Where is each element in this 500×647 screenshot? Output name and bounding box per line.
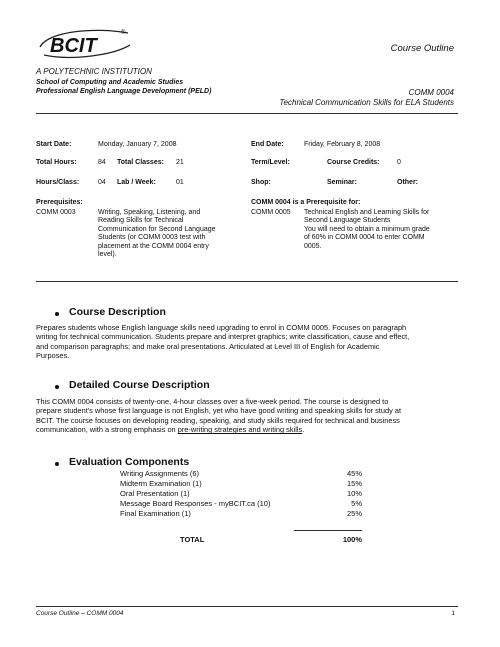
- evaluation-heading: Evaluation Components: [69, 456, 190, 468]
- end-date-label: End Date:: [251, 141, 284, 148]
- paragraph-line: prepare student's whose first language is not English, yet who have good writing and speaking skills for study at: [36, 406, 401, 416]
- evaluation-label: Writing Assignments (6): [120, 469, 200, 478]
- detailed-description-text: [36, 397, 476, 435]
- prerequisite-for-description: [304, 209, 464, 251]
- school-name: School of Computing and Academic Studies: [36, 79, 184, 86]
- section-bullet: [55, 312, 59, 316]
- lab-week-label: Lab / Week:: [117, 179, 156, 186]
- course-title: Technical Communication Skills for ELA Students: [279, 98, 454, 107]
- course-description-heading: Course Description: [69, 306, 166, 318]
- evaluation-label: Midterm Examination (1): [120, 479, 202, 488]
- paragraph-line: Purposes.: [36, 351, 70, 361]
- shop-label: Shop:: [251, 179, 271, 186]
- logo-text: BCIT: [50, 35, 97, 57]
- paragraph-line: This COMM 0004 consists of twenty-one, 4-hour classes over a five-week period. The course is designed to: [36, 397, 389, 406]
- end-date-value: Friday, February 8, 2008: [304, 141, 381, 148]
- evaluation-row: [120, 499, 362, 508]
- lab-week-value: 01: [176, 179, 184, 186]
- paragraph-line: BCIT. The course focuses on developing reading, speaking, and study skills required for technical and business: [36, 415, 400, 425]
- prerequisite-for-line: Technical English and Learning Skills for: [304, 209, 430, 216]
- prerequisite-for-line: 0005.: [304, 242, 322, 250]
- paragraph-line: Prepares students whose English language skills need upgrading to enrol in COMM 0005. Focuses on paragraph: [36, 323, 407, 332]
- section-bullet: [55, 385, 59, 389]
- course-code: COMM 0004: [408, 88, 454, 97]
- paragraph-line: and comparison paragraphs; and make oral presentations. Articulated at Level III of English for Academic: [36, 341, 380, 351]
- evaluation-row: [120, 479, 362, 488]
- page-number: 1: [451, 610, 455, 617]
- evaluation-label: Final Examination (1): [120, 509, 191, 518]
- term-level-label: Term/Level:: [251, 159, 290, 166]
- evaluation-row: [120, 489, 362, 498]
- start-date-label: Start Date:: [36, 141, 72, 148]
- footer-left: Course Outline – COMM 0004: [36, 610, 124, 617]
- course-description-text: [36, 323, 476, 361]
- paragraph-line: [36, 425, 476, 434]
- prerequisite-for-code: COMM 0005: [251, 209, 291, 216]
- hours-class-label: Hours/Class:: [36, 179, 80, 186]
- other-label: Other:: [397, 179, 418, 186]
- evaluation-row: [120, 469, 362, 478]
- prerequisite-line: level).: [98, 251, 117, 259]
- total-classes-label: Total Classes:: [117, 159, 164, 166]
- evaluation-value: 10%: [346, 489, 362, 498]
- total-hours-value: 84: [98, 159, 106, 166]
- hours-class-value: 04: [98, 179, 106, 186]
- prerequisite-description: [98, 209, 248, 259]
- start-date-value: Monday, January 7, 2008: [98, 141, 177, 148]
- total-hours-label: Total Hours:: [36, 159, 77, 166]
- prerequisite-line: placement at the COMM 0004 entry: [98, 242, 209, 250]
- course-credits-value: 0: [397, 159, 401, 166]
- evaluation-label: Message Board Responses - myBCIT.ca (10): [120, 499, 271, 508]
- total-value: 100%: [342, 535, 362, 544]
- prerequisite-line: Communication for Second Language: [98, 225, 216, 233]
- prerequisite-line: Students (or COMM 0003 test with: [98, 234, 206, 242]
- paragraph-text: communication, with a strong emphasis on: [36, 425, 178, 435]
- prerequisite-code: COMM 0003: [36, 209, 76, 216]
- evaluation-value: 5%: [351, 499, 362, 508]
- header-divider: [36, 113, 458, 114]
- evaluation-row: [120, 509, 362, 518]
- institution-tagline: A POLYTECHNIC INSTITUTION: [36, 67, 152, 76]
- paragraph-line: writing for technical communication. Students prepare and interpret graphics; write classification, cause and effect,: [36, 332, 410, 342]
- evaluation-value: 25%: [346, 509, 362, 518]
- underlined-text: pre-writing strategies and writing skills: [177, 425, 303, 435]
- detailed-description-heading: Detailed Course Description: [69, 379, 210, 391]
- evaluation-value: 15%: [346, 479, 362, 488]
- prerequisite-for-line: Second Language Students: [304, 217, 391, 225]
- prerequisite-line: Reading Skills for Technical: [98, 217, 184, 225]
- bcit-logo: [36, 25, 134, 63]
- course-credits-label: Course Credits:: [327, 159, 380, 166]
- prerequisite-line: Writing, Speaking, Listening, and: [98, 209, 201, 216]
- seminar-label: Seminar:: [327, 179, 357, 186]
- prerequisite-for-label: COMM 0004 is a Prerequisite for:: [251, 199, 361, 206]
- svg-text:®: ®: [121, 30, 126, 36]
- prerequisites-label: Prerequisites:: [36, 199, 83, 206]
- total-rule: [294, 530, 362, 531]
- paragraph-text: .: [302, 425, 305, 435]
- info-divider: [36, 281, 458, 282]
- program-name: Professional English Language Development (PELD): [36, 88, 212, 95]
- section-bullet: [55, 462, 59, 466]
- prerequisite-for-line: You will need to obtain a minimum grade: [304, 225, 430, 233]
- evaluation-label: Oral Presentation (1): [120, 489, 190, 498]
- total-classes-value: 21: [176, 159, 184, 166]
- document-title: Course Outline: [390, 43, 454, 54]
- evaluation-value: 45%: [346, 469, 362, 478]
- total-label: TOTAL: [180, 535, 205, 544]
- footer-divider: [36, 606, 458, 607]
- prerequisite-for-line: of 60% in COMM 0004 to enter COMM: [304, 234, 425, 242]
